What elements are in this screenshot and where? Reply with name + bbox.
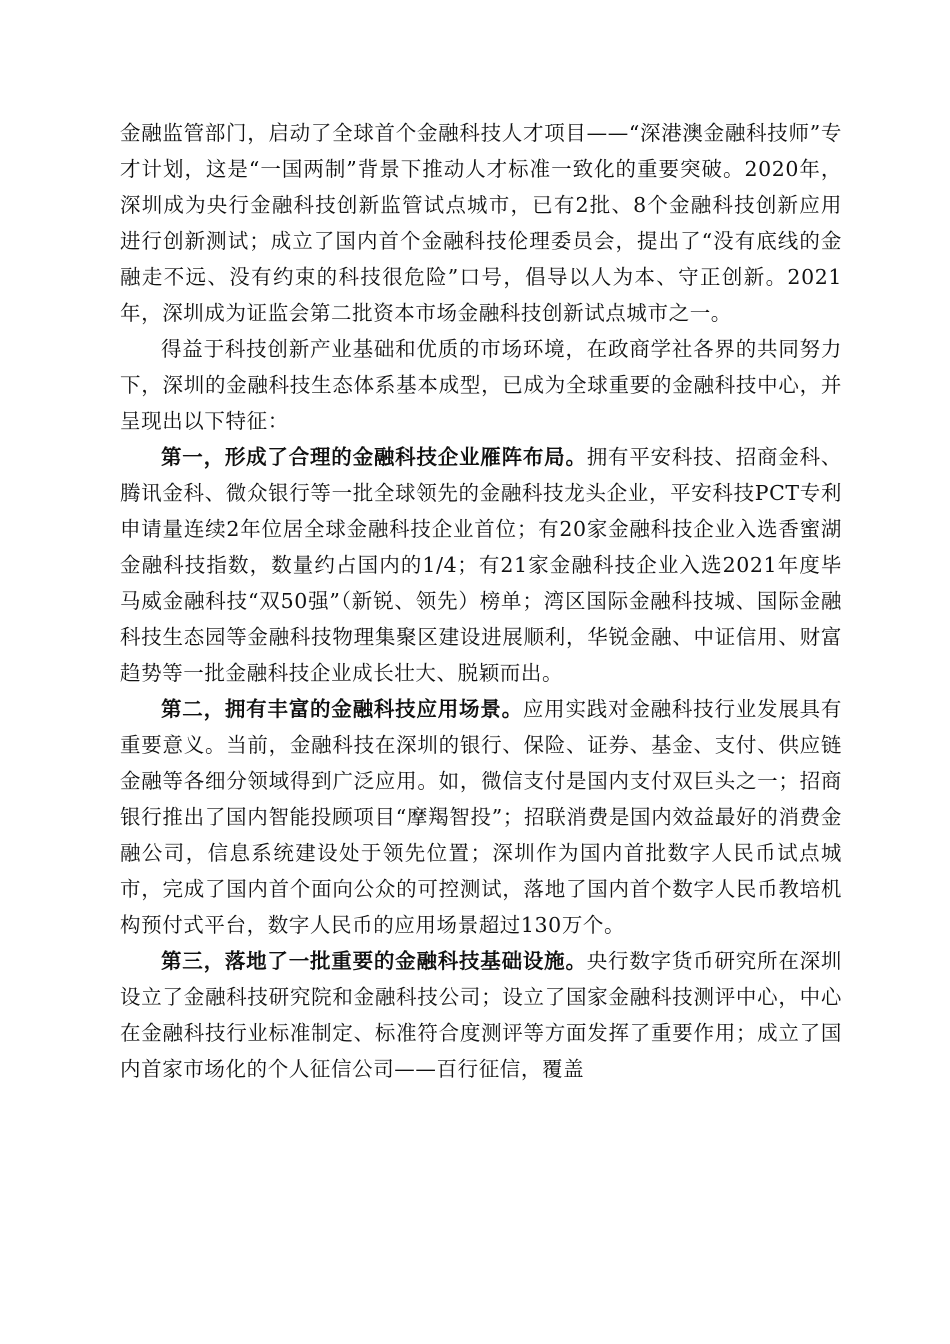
document-body [120,115,842,1087]
paragraph-continuation [120,115,842,331]
paragraph-text: 拥有平安科技、招商金科、腾讯金科、微众银行等一批全球领先的金融科技龙头企业，平安科技PCT专利申请量连续2年位居全球金融科技企业首位；有20家金融科技企业入选香蜜湖金融科技指数，数量约占国内的1/4；有21家金融科技企业入选2021年度毕马威金融科技“双50强”（新锐、领先）榜单；湾区国际金融科技城、国际金融科技生态园等金融科技物理集聚区建设进展顺利，华锐金融、中证信用、财富趋势等一批金融科技企业成长壮大、脱颖而出。 [120,445,843,685]
paragraph-feature-2 [120,691,842,943]
paragraph-feature-1 [120,439,842,691]
paragraph-text: 央行数字货币研究所在深圳设立了金融科技研究院和金融科技公司；设立了国家金融科技测评中心，中心在金融科技行业标准制定、标准符合度测评等方面发挥了重要作用；成立了国内首家市场化的个人征信公司——百行征信，覆盖 [120,949,843,1081]
paragraph-text: 应用实践对金融科技行业发展具有重要意义。当前，金融科技在深圳的银行、保险、证券、基金、支付、供应链金融等各细分领域得到广泛应用。如，微信支付是国内支付双巨头之一；招商银行推出了国内智能投顾项目“摩羯智投”；招联消费是国内效益最好的消费金融公司，信息系统建设处于领先位置；深圳作为国内首批数字人民币试点城市，完成了国内首个面向公众的可控测试，落地了国内首个数字人民币教培机构预付式平台，数字人民币的应用场景超过130万个。 [120,697,843,937]
paragraph-feature-3 [120,943,842,1087]
paragraph-text: 得益于科技创新产业基础和优质的市场环境，在政商学社各界的共同努力下，深圳的金融科技生态体系基本成型，已成为全球重要的金融科技中心，并呈现出以下特征： [120,337,842,433]
paragraph-heading: 第三，落地了一批重要的金融科技基础设施。 [161,949,587,973]
paragraph-heading: 第一，形成了合理的金融科技企业雁阵布局。 [161,445,587,469]
paragraph-heading: 第二，拥有丰富的金融科技应用场景。 [161,697,523,721]
paragraph-intro [120,331,842,439]
paragraph-text: 金融监管部门，启动了全球首个金融科技人才项目——“深港澳金融科技师”专才计划，这是“一国两制”背景下推动人才标准一致化的重要突破。2020年，深圳成为央行金融科技创新监管试点城市，已有2批、8个金融科技创新应用进行创新测试；成立了国内首个金融科技伦理委员会，提出了“没有底线的金融走不远、没有约束的科技很危险”口号，倡导以人为本、守正创新。2021年，深圳成为证监会第二批资本市场金融科技创新试点城市之一。 [120,121,842,325]
